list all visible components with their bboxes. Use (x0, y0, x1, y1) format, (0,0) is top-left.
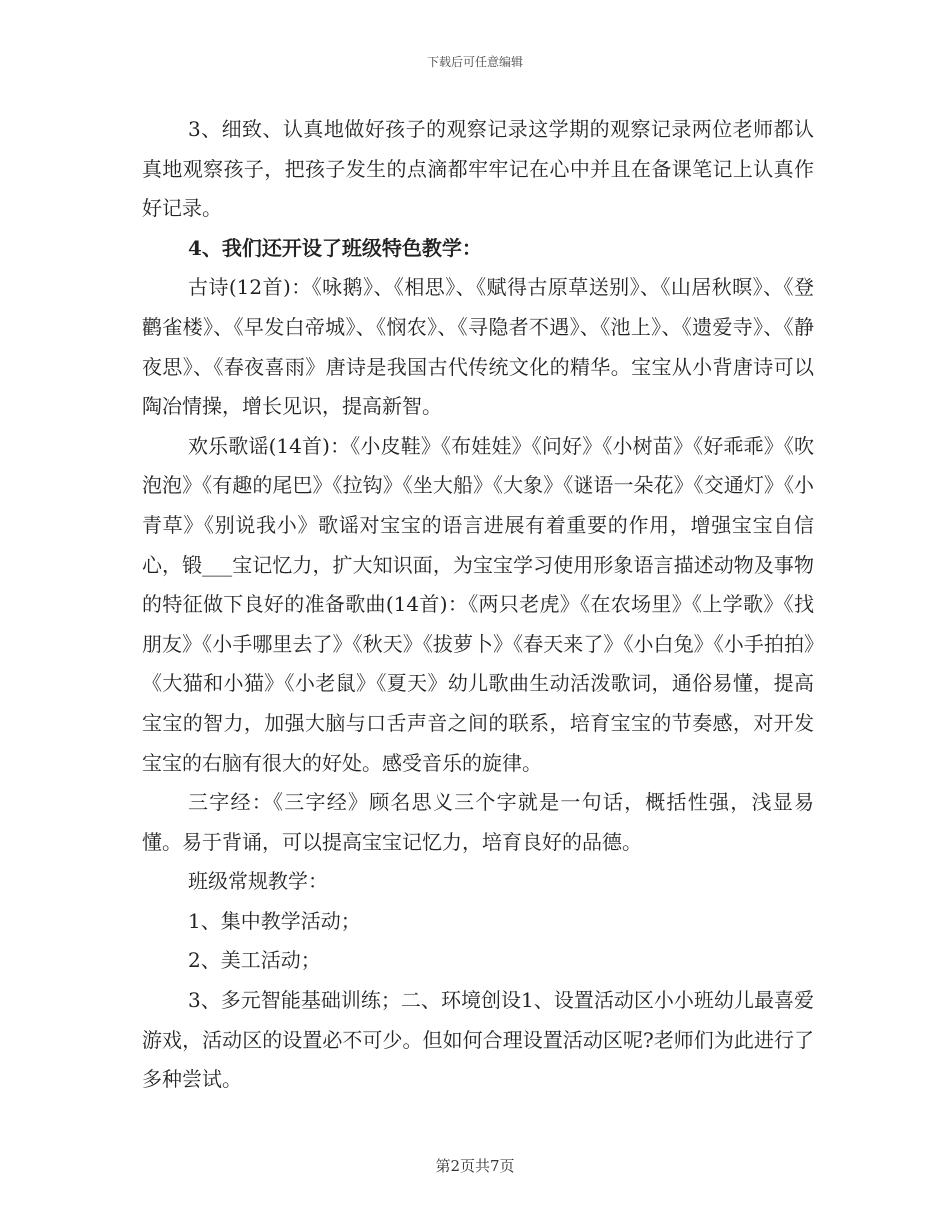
paragraph-nursery-rhymes-and-songs: 欢乐歌谣(14首)：《小皮鞋》《布娃娃》《问好》《小树苗》《好乖乖》《吹泡泡》《有趣的尾巴》《拉钩》《坐大船》《大象》《谜语一朵花》《交通灯》《小青草》《别说我小》歌谣对宝宝的语言进展有着重要的作用，增强宝宝自信心，锻___宝记忆力，扩大知识面，为宝宝学习使用形象语言描述动物及事物的特征做下良好的准备歌曲(14首)：《两只老虎》《在农场里》《上学歌》《找朋友》《小手哪里去了》《秋天》《拔萝卜》《春天来了》《小白兔》《小手拍拍》《大猫和小猫》《小老鼠》《夏天》幼儿歌曲生动活泼歌词，通俗易懂，提高宝宝的智力，加强大脑与口舌声音之间的联系，培育宝宝的节奏感，对开发宝宝的右脑有很大的好处。感受音乐的旋律。 (142, 433, 814, 775)
section-heading-special-teaching: 4、我们还开设了班级特色教学： (188, 235, 482, 260)
page-header: 下载后可任意编辑 (426, 55, 523, 69)
paragraph-observation-records: 3、细致、认真地做好孩子的观察记录这学期的观察记录两位老师都认真地观察孩子，把孩子发生的点滴都牢牢记在心中并且在备课笔记上认真作好记录。 (142, 117, 814, 221)
list-item-art-activities: 2、美工活动； (188, 948, 321, 973)
paragraph-ancient-poems: 古诗(12首)：《咏鹅》、《相思》、《赋得古原草送别》、《山居秋暝》、《登鹳雀楼》、《早发白帝城》、《悯农》、《寻隐者不遇》、《池上》、《遗爱寺》、《静夜思》、《春夜喜雨》唐诗是我国古代传统文化的精华。宝宝从小背唐诗可以陶冶情操，增长见识，提高新智。 (142, 275, 814, 419)
document-body (142, 110, 814, 1100)
page-footer: 第2页共7页 (435, 1157, 515, 1175)
list-item-group-activities: 1、集中教学活动； (188, 908, 361, 933)
paragraph-class-routine-teaching: 班级常规教学： (188, 869, 328, 894)
paragraph-environment-setup: 3、多元智能基础训练；二、环境创设1、设置活动区小小班幼儿最喜爱游戏，活动区的设置必不可少。但如何合理设置活动区呢?老师们为此进行了多种尝试。 (142, 988, 814, 1092)
paragraph-three-character-classic: 三字经：《三字经》顾名思义三个字就是一句话，概括性强，浅显易懂。易于背诵，可以提高宝宝记忆力，培育良好的品德。 (142, 790, 814, 854)
